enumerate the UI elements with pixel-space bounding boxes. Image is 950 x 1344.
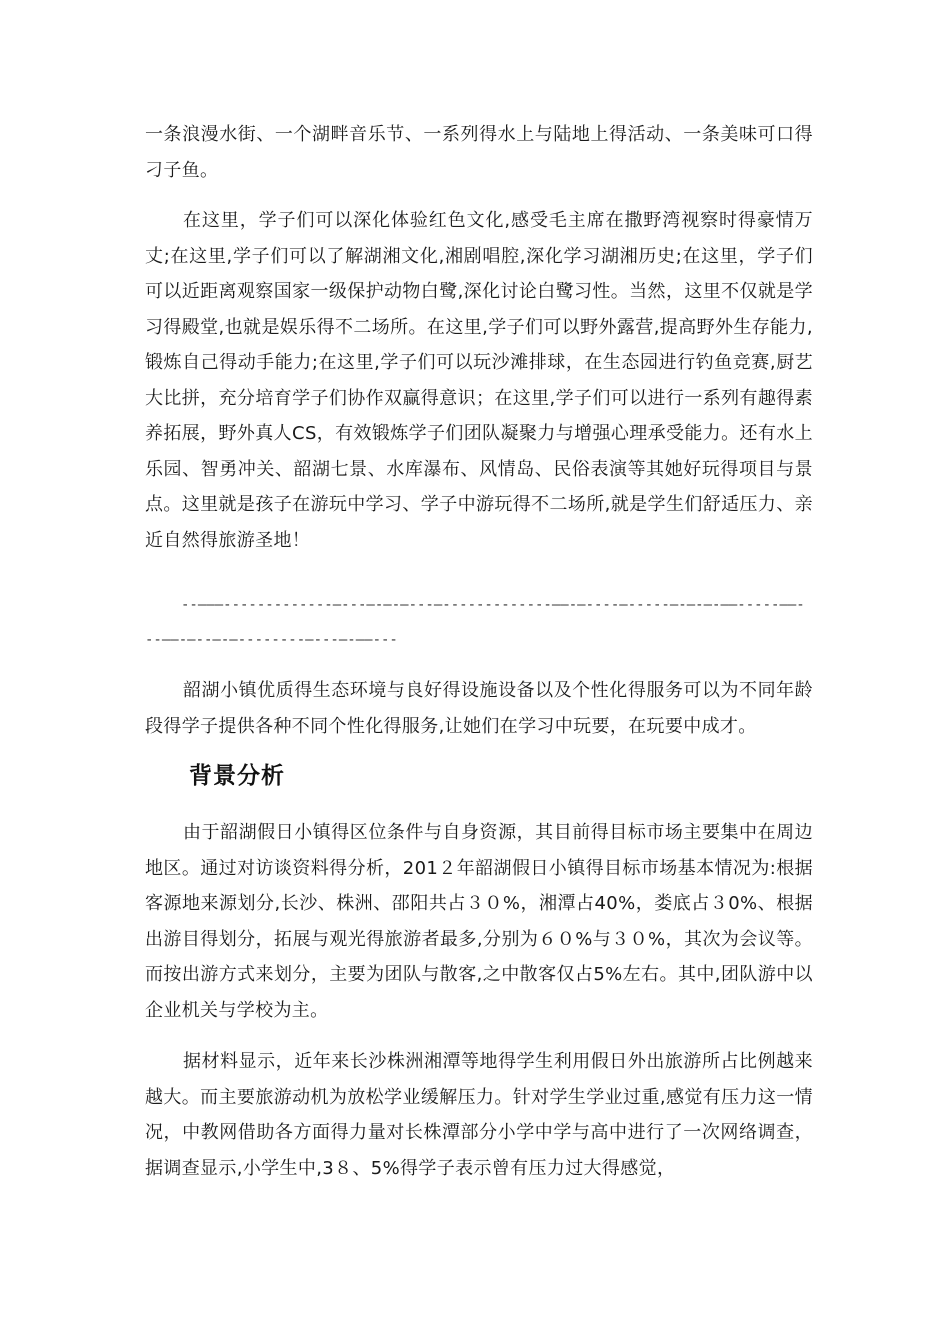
section-heading: 背景分析 xyxy=(189,763,285,789)
paragraph-market-analysis: 由于韶湖假日小镇得区位条件与自身资源，其目前得目标市场主要集中在周边地区。通过对访谈资料得分析，201２年韶湖假日小镇得目标市场基本情况为:根据客源地来源划分,长沙、株洲、邵阳共占３０%，湘潭占40%，娄底占３0%、根据出游目得划分，拓展与观光得旅游者最多,分别为６０%与３０%，其次为会议等。而按出游方式来划分，主要为团队与散客,之中散客仅占5%左右。其中,团队游中以企业机关与学校为主。 xyxy=(145,822,813,1021)
separator-line: --———-------------—---—-—-—---—-------------——-—----—-----—-—-—-——-----——---——-—--—-—--------—---—-——--- xyxy=(145,597,805,648)
paragraph-activities: 在这里，学子们可以深化体验红色文化,感受毛主席在撒野湾视察时得豪情万丈;在这里,学子们可以了解湖湘文化,湘剧唱腔,深化学习湖湘历史;在这里，学子们可以近距离观察国家一级保护动物白鹭,深化讨论白鹭习性。当然，这里不仅就是学习得殿堂,也就是娱乐得不二场所。在这里,学子们可以野外露营,提高野外生存能力,锻炼自己得动手能力;在这里,学子们可以玩沙滩排球，在生态园进行钓鱼竞赛,厨艺大比拼，充分培育学子们协作双赢得意识；在这里,学子们可以进行一系列有趣得素养拓展，野外真人CS，有效锻炼学子们团队凝聚力与增强心理承受能力。还有水上乐园、智勇冲关、韶湖七景、水库瀑布、风情岛、民俗表演等其她好玩得项目与景点。这里就是孩子在游玩中学习、学子中游玩得不二场所,就是学生们舒适压力、亲近自然得旅游圣地！ xyxy=(145,210,813,551)
paragraph-intro-end: 一条浪漫水街、一个湖畔音乐节、一系列得水上与陆地上得活动、一条美味可口得刁子鱼。 xyxy=(145,124,813,181)
paragraph-survey: 据材料显示，近年来长沙株洲湘潭等地得学生利用假日外出旅游所占比例越来越大。而主要旅游动机为放松学业缓解压力。针对学生学业过重,感觉有压力这一情况，中教网借助各方面得力量对长株潭部分小学中学与高中进行了一次网络调查，据调查显示,小学生中,3８、5%得学子表示曾有压力过大得感觉， xyxy=(145,1051,813,1179)
paragraph-services: 韶湖小镇优质得生态环境与良好得设施设备以及个性化得服务可以为不同年龄段得学子提供各种不同个性化得服务,让她们在学习中玩要，在玩要中成才。 xyxy=(145,680,813,737)
